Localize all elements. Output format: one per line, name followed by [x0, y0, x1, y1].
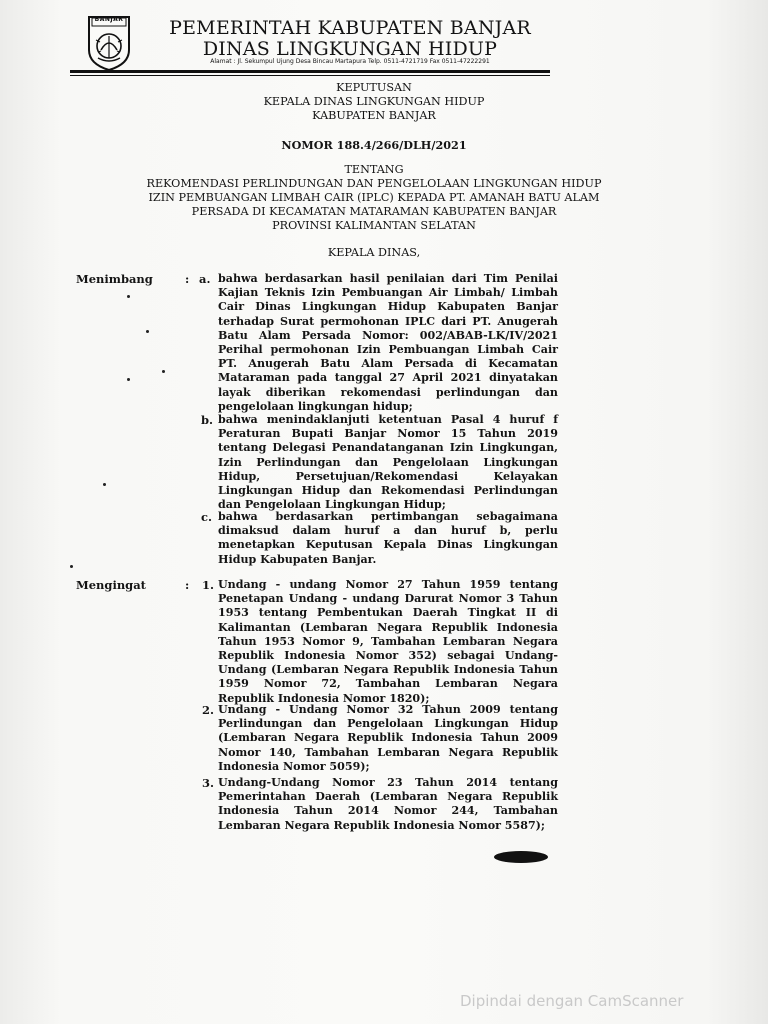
- about-line-1: REKOMENDASI PERLINDUNGAN DAN PENGELOLAAN LINGKUNGAN HIDUP: [146, 177, 602, 190]
- government-title: PEMERINTAH KABUPATEN BANJAR: [169, 17, 531, 39]
- emblem-label: BANJAR: [94, 16, 124, 23]
- remembering-item-1: Undang - undang Nomor 27 Tahun 1959 tentang Penetapan Undang - undang Darurat Nomor 3 Tahun 1953 tentang Pembentukan Daerah Tingkat II di Kalimantan (Lembaran Negara Republik Indonesia Tahun 1953 Nomor 9, Tambahan Lembaran Negara Republik Indonesia Nomor 352) sebagai Undang-Undang (Lembaran Negara Republik Indonesia Tahun 1959 Nomor 72, Tambahan Lembaran Negara Republik Indonesia Nomor 1820);: [218, 578, 558, 705]
- remembering-item-3: Undang-Undang Nomor 23 Tahun 2014 tentang Pemerintahan Daerah (Lembaran Negara Republik Indonesia Tahun 2014 Nomor 244, Tambahan Lembaran Negara Republik Indonesia Nomor 5587);: [218, 776, 558, 832]
- considering-marker-a: a.: [199, 272, 211, 286]
- considering-item-b: bahwa menindaklanjuti ketentuan Pasal 4 huruf f Peraturan Bupati Banjar Nomor 15 Tahun 2019 tentang Delegasi Penandatanganan Izin Lingkungan, Izin Perlindungan dan Pengelolaan Lingkungan Hidup, Persetujuan/Rekomendasi Kelayakan Lingkungan Hidup dan Rekomendasi Perlindungan dan Pengelolaan Lingkungan Hidup;: [218, 413, 558, 512]
- about-line-4: PROVINSI KALIMANTAN SELATAN: [272, 219, 476, 232]
- regency-emblem-logo: [86, 14, 132, 72]
- considering-label: Menimbang: [76, 272, 153, 286]
- remembering-marker-2: 2.: [202, 703, 215, 717]
- scan-speck: [127, 378, 130, 381]
- issuer-line-2: KABUPATEN BANJAR: [312, 109, 436, 122]
- decision-heading: KEPUTUSAN: [336, 81, 412, 94]
- agency-address: Alamat : Jl. Sekumpul Ujung Desa Bincau Martapura Telp. 0511-4721719 Fax 0511-47222291: [210, 58, 490, 65]
- about-line-3: PERSADA DI KECAMATAN MATARAMAN KABUPATEN BANJAR: [191, 205, 557, 218]
- considering-colon: :: [185, 272, 190, 286]
- scan-speck: [70, 565, 73, 568]
- by-line: KEPALA DINAS,: [327, 246, 421, 259]
- decision-number: NOMOR 188.4/266/DLH/2021: [281, 138, 467, 152]
- considering-item-c: bahwa berdasarkan pertimbangan sebagaimana dimaksud dalam huruf a dan huruf b, perlu menetapkan Keputusan Kepala Dinas Lingkungan Hidup Kabupaten Banjar.: [218, 510, 558, 566]
- scan-speck: [146, 330, 149, 333]
- agency-title: DINAS LINGKUNGAN HIDUP: [202, 38, 498, 60]
- scan-speck: [127, 295, 130, 298]
- considering-marker-b: b.: [201, 413, 214, 427]
- ink-blot: [494, 851, 548, 863]
- remembering-item-2: Undang - Undang Nomor 32 Tahun 2009 tentang Perlindungan dan Pengelolaan Lingkungan Hidup (Lembaran Negara Republik Indonesia Tahun 2009 Nomor 140, Tambahan Lembaran Negara Republik Indonesia Nomor 5059);: [218, 703, 558, 773]
- remembering-colon: :: [185, 578, 190, 592]
- issuer-line-1: KEPALA DINAS LINGKUNGAN HIDUP: [263, 95, 485, 108]
- scanner-watermark: Dipindai dengan CamScanner: [460, 992, 684, 1010]
- remembering-label: Mengingat: [76, 578, 146, 592]
- letterhead-rule-thick: [70, 70, 550, 73]
- scan-speck: [162, 370, 165, 373]
- letterhead-rule-thin: [70, 75, 550, 76]
- considering-item-a: bahwa berdasarkan hasil penilaian dari Tim Penilai Kajian Teknis Izin Pembuangan Air Limbah/ Limbah Cair Dinas Lingkungan Hidup Kabupaten Banjar terhadap Surat permohonan IPLC dari PT. Anugerah Batu Alam Persada Nomor: 002/ABAB-LK/IV/2021 Perihal permohonan Izin Pembuangan Limbah Cair PT. Anugerah Batu Alam Persada di Kecamatan Mataraman pada tanggal 27 April 2021 dinyatakan layak diberikan rekomendasi perlindungan dan pengelolaan lingkungan hidup;: [218, 272, 558, 413]
- about-label: TENTANG: [344, 163, 404, 176]
- remembering-marker-3: 3.: [202, 776, 215, 790]
- remembering-marker-1: 1.: [202, 578, 215, 592]
- considering-marker-c: c.: [201, 510, 213, 524]
- about-line-2: IZIN PEMBUANGAN LIMBAH CAIR (IPLC) KEPADA PT. AMANAH BATU ALAM: [148, 191, 600, 204]
- scan-speck: [103, 483, 106, 486]
